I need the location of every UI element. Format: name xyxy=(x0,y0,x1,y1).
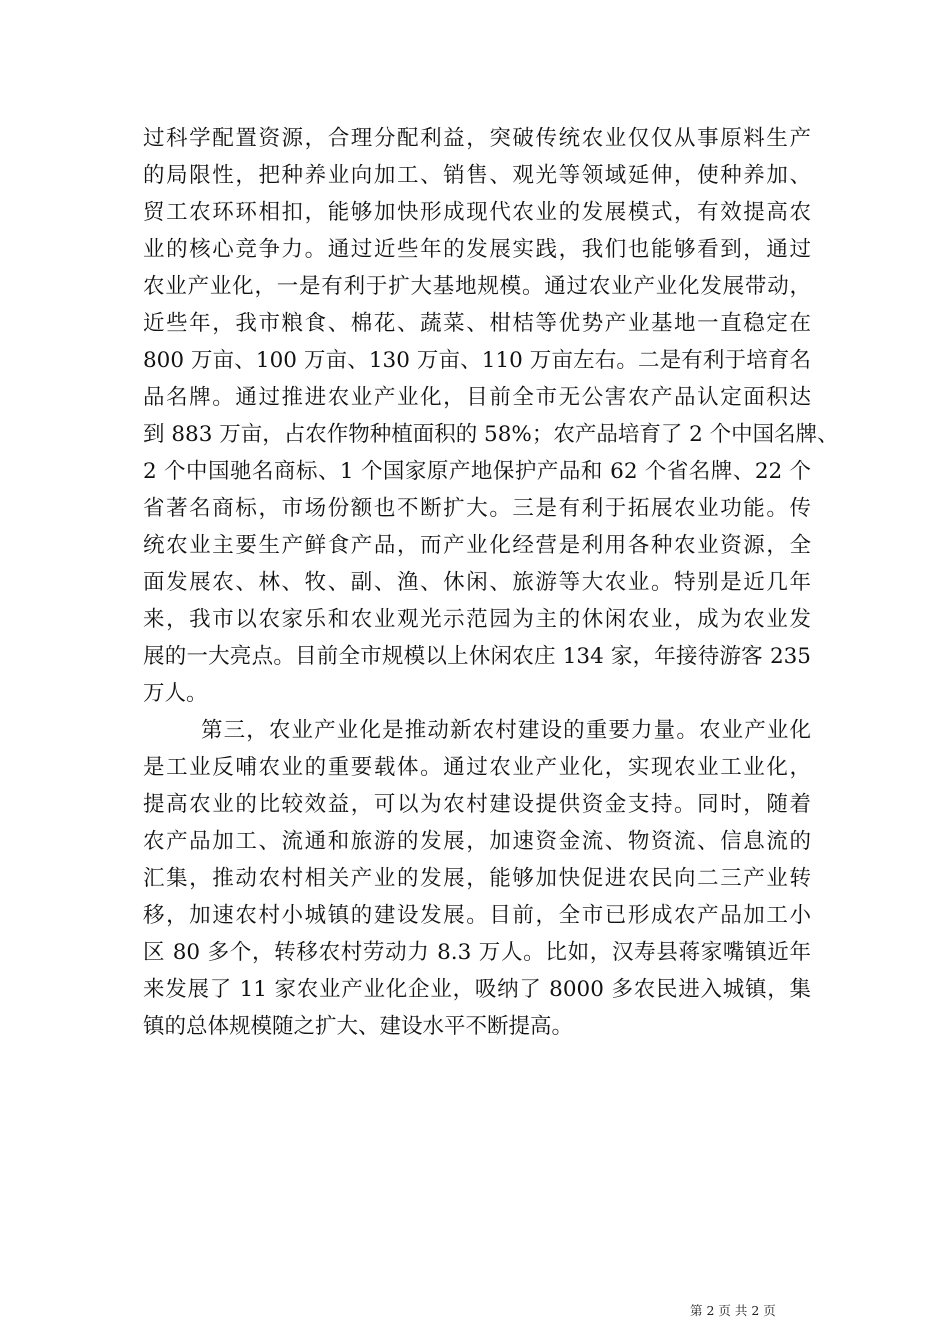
page-number-footer: 第 2 页 共 2 页 xyxy=(690,1303,776,1318)
paragraph-1 xyxy=(143,120,839,712)
text-line: 汇集，推动农村相关产业的发展，能够加快促进农民向二三产业转 xyxy=(143,866,811,891)
text-line: 近些年，我市粮食、棉花、蔬菜、柑桔等优势产业基地一直稳定在 xyxy=(143,311,811,336)
text-line: 的局限性，把种养业向加工、销售、观光等领域延伸，使种养加、 xyxy=(143,163,811,188)
text-line: 800 万亩、100 万亩、130 万亩、110 万亩左右。二是有利于培育名 xyxy=(143,348,811,373)
text-line: 2 个中国驰名商标、1 个国家原产地保护产品和 62 个省名牌、22 个 xyxy=(143,459,811,484)
text-line: 贸工农环环相扣，能够加快形成现代农业的发展模式，有效提高农 xyxy=(143,200,811,225)
text-line: 面发展农、林、牧、副、渔、休闲、旅游等大农业。特别是近几年 xyxy=(143,570,811,595)
text-line: 到 883 万亩，占农作物种植面积的 58%；农产品培育了 2 个中国名牌、 xyxy=(143,422,839,447)
text-line: 农产品加工、流通和旅游的发展，加速资金流、物资流、信息流的 xyxy=(143,829,811,854)
text-line: 省著名商标，市场份额也不断扩大。三是有利于拓展农业功能。传 xyxy=(143,496,811,521)
text-line: 来，我市以农家乐和农业观光示范园为主的休闲农业，成为农业发 xyxy=(143,607,811,632)
text-line: 区 80 多个，转移农村劳动力 8.3 万人。比如，汉寿县蒋家嘴镇近年 xyxy=(143,940,811,965)
text-line: 是工业反哺农业的重要载体。通过农业产业化，实现农业工业化， xyxy=(143,755,811,780)
text-line: 万人。 xyxy=(143,681,208,706)
text-line: 品名牌。通过推进农业产业化，目前全市无公害农产品认定面积达 xyxy=(143,385,811,410)
text-line: 农业产业化，一是有利于扩大基地规模。通过农业产业化发展带动， xyxy=(143,274,811,299)
text-line: 来发展了 11 家农业产业化企业，吸纳了 8000 多农民进入城镇，集 xyxy=(143,977,811,1002)
text-line: 移，加速农村小城镇的建设发展。目前，全市已形成农产品加工小 xyxy=(143,903,811,928)
text-line: 镇的总体规模随之扩大、建设水平不断提高。 xyxy=(143,1014,574,1039)
text-line: 提高农业的比较效益，可以为农村建设提供资金支持。同时，随着 xyxy=(143,792,811,817)
text-line: 第三，农业产业化是推动新农村建设的重要力量。农业产业化 xyxy=(201,718,811,743)
text-line: 过科学配置资源，合理分配利益，突破传统农业仅仅从事原料生产 xyxy=(143,126,811,151)
document-body xyxy=(143,120,839,1045)
text-line: 展的一大亮点。目前全市规模以上休闲农庄 134 家，年接待游客 235 xyxy=(143,644,811,669)
text-line: 统农业主要生产鲜食产品，而产业化经营是利用各种农业资源，全 xyxy=(143,533,811,558)
text-line: 业的核心竞争力。通过近些年的发展实践，我们也能够看到，通过 xyxy=(143,237,811,262)
paragraph-2 xyxy=(143,712,811,1045)
